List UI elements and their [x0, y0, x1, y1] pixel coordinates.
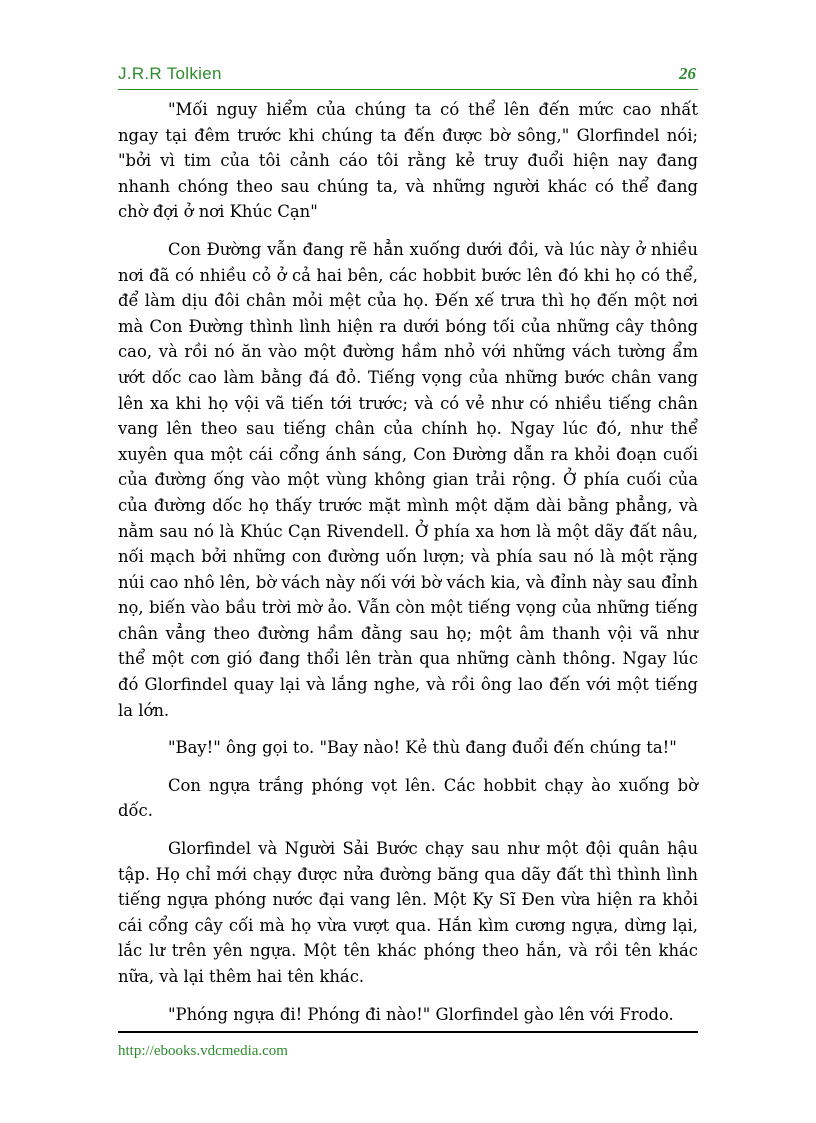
paragraph: Glorfindel và Người Sải Bước chạy sau như một đội quân hậu tập. Họ chỉ mới chạy được nửa đường băng qua dãy đất thì thình lình tiếng ngựa phóng nước đại vang lên. Một Ky Sĩ Đen vừa hiện ra khỏi cái cổng cây cối mà họ vừa vượt qua. Hắn kìm cương ngựa, dừng lại, lắc lư trên yên ngựa. Một tên khác phóng theo hắn, và rồi tên khác nữa, và lại thêm hai tên khác.	[118, 839, 698, 986]
paragraph: Con Đường vẫn đang rẽ hẳn xuống dưới đồi, và lúc này ở nhiều nơi đã có nhiều cỏ ở cả hai bên, các hobbit bước lên đó khi họ có thể, để làm dịu đôi chân mỏi mệt của họ. Đến xế trưa thì họ đến một nơi mà Con Đường thình lình hiện ra dưới bóng tối của những cây thông cao, và rồi nó ăn vào một đường hầm nhỏ với những vách tường ẩm ướt dốc cao làm bằng đá đỏ. Tiếng vọng của những bước chân vang lên xa khi họ vội vã tiến tới trước; và có vẻ như có nhiều tiếng chân vang lên theo sau tiếng chân của chính họ. Ngay lúc đó, như thể xuyên qua một cái cổng ánh sáng, Con Đường dẫn ra khỏi đoạn cuối của đường ống vào một vùng không gian trải rộng. Ở phía cuối của của đường dốc họ thấy trước mặt mình một dặm dài bằng phẳng, và nằm sau nó là Khúc Cạn Rivendell. Ở phía xa hơn là một dãy đất nâu, nối mạch bởi những con đường uốn lượn; và phía sau nó là một rặng núi cao nhô lên, bờ vách này nối với bờ vách kia, và đỉnh này sau đỉnh nọ, biến vào bầu trời mờ ảo. Vẫn còn một tiếng vọng của những tiếng chân vẳng theo đường hầm đằng sau họ; một âm thanh vội vã như thể một cơn gió đang thổi lên tràn qua những cành thông. Ngay lúc đó Glorfindel quay lại và lắng nghe, và rồi ông lao đến với một tiếng la lớn.	[118, 239, 698, 720]
footer-url-link[interactable]: http://ebooks.vdcmedia.com	[118, 1043, 288, 1059]
paragraph: "Mối nguy hiểm của chúng ta có thể lên đến mức cao nhất ngay tại đêm trước khi chúng ta đến được bờ sông," Glorfindel nói; "bởi vì tim của tôi cảnh cáo tôi rằng kẻ truy đuổi hiện nay đang nhanh chóng theo sau chúng ta, và những người khác có thể đang chờ đợi ở nơi Khúc Cạn"	[118, 100, 698, 222]
page-header	[118, 62, 698, 90]
paragraph: Con ngựa trắng phóng vọt lên. Các hobbit chạy ào xuống bờ dốc.	[118, 775, 698, 821]
footer-divider	[118, 1031, 698, 1033]
paragraph: "Bay!" ông gọi to. "Bay nào! Kẻ thù đang đuổi đến chúng ta!"	[168, 738, 677, 758]
header-divider	[118, 89, 698, 90]
page-body	[118, 97, 698, 1039]
paragraph: "Phóng ngựa đi! Phóng đi nào!" Glorfindel gào lên với Frodo.	[168, 1004, 674, 1024]
author-name: J.R.R Tolkien	[118, 64, 222, 83]
page-number: 26	[679, 64, 696, 83]
